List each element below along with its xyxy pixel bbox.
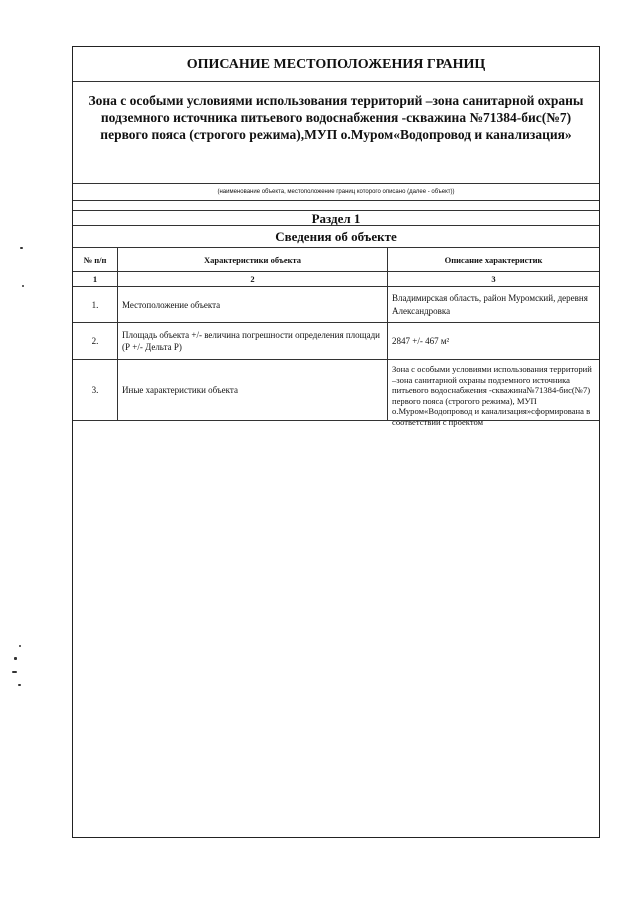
spacer-row [73,201,599,211]
row-description: 2847 +/- 467 м² [392,336,450,346]
scan-speck [22,285,24,287]
scan-speck [19,645,21,647]
scan-speck [20,247,23,249]
document-frame [72,46,600,838]
table-header-row [73,248,599,272]
row-characteristic: Площадь объекта +/- величина погрешности определения площади (Р +/- Дельта Р) [118,323,388,359]
row-num: 2. [73,323,118,359]
row-num: 1. [73,287,118,322]
colnum-3: 3 [491,274,496,284]
scan-speck [14,657,17,660]
row-description: Владимирская область, район Муромский, деревня Александровка [392,293,588,316]
table-colnum-row [73,272,599,287]
blank-area [73,421,599,837]
header-characteristic: Характеристики объекта [118,248,388,271]
header-description: Описание характеристик [444,254,543,265]
table-row [73,287,599,323]
row-characteristic: Местоположение объекта [118,287,388,322]
table-row [73,360,599,427]
section-heading: Раздел 1 [73,211,599,226]
scan-speck [18,684,21,686]
object-name [73,82,599,184]
object-name-line: первого пояса (строгого режима),МУП о.Муром«Водопровод и канализация» [100,127,572,142]
document-title: ОПИСАНИЕ МЕСТОПОЛОЖЕНИЯ ГРАНИЦ [73,47,599,82]
subsection-heading: Сведения об объекте [73,226,599,248]
object-name-line: Зона с особыми условиями использования территорий –зона санитарной охраны [88,93,584,108]
object-name-caption: (наименование объекта, местоположение границ которого описано (далее - объект)) [73,184,599,201]
colnum-2: 2 [118,272,388,286]
row-num: 3. [73,360,118,420]
scan-speck [12,671,17,673]
header-num: № п/п [73,248,118,271]
object-name-line: подземного источника питьевого водоснабжения -скважина №71384-бис(№7) [100,110,572,125]
colnum-1: 1 [73,272,118,286]
row-characteristic: Иные характеристики объекта [118,360,388,420]
table-row [73,323,599,360]
row-description: Зона с особыми условиями использования территорий –зона санитарной охраны подземного источника питьевого водоснабжения -скважина№71384-бис(№7) первого пояса (строгого режима), МУП о.Муром«Водопровод и канализация»сформирована в соответствии с проектом [392,364,592,427]
